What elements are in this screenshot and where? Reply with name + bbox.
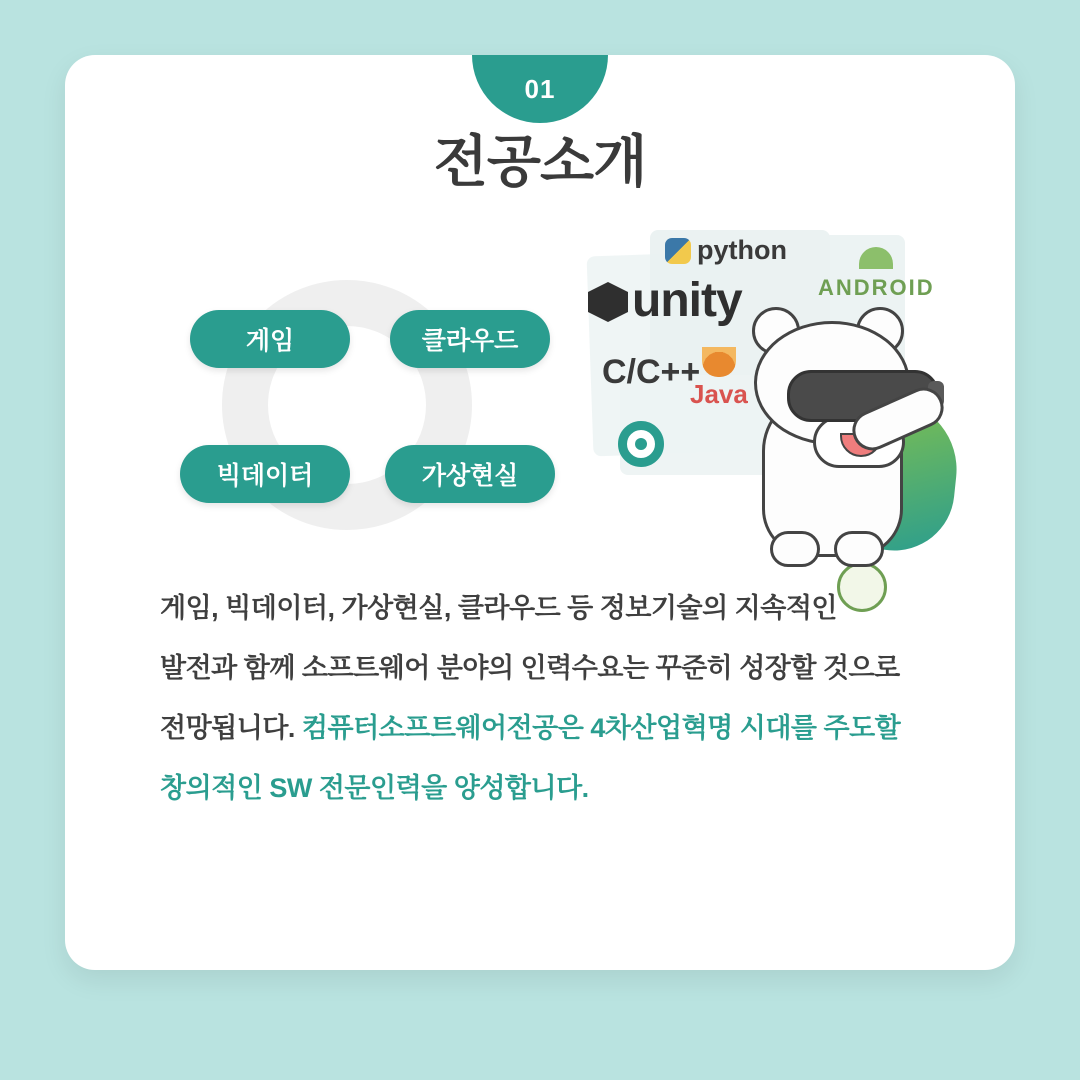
java-label: Java — [690, 379, 748, 409]
android-label: ANDROID — [818, 275, 935, 300]
keyword-pill-vr — [385, 445, 555, 503]
python-logo — [665, 235, 787, 266]
keyword-label: 클라우드 — [421, 327, 519, 355]
android-logo — [818, 247, 935, 301]
body-text-normal: 게임, 빅데이터, 가상현실, 클라우드 등 정보기술의 지속적인 발전과 함께 소프트웨어 분야의 인력수요는 꾸준히 성장할 것으로 전망됩니다. — [160, 593, 900, 743]
body-paragraph — [160, 578, 920, 818]
page-title: 전공소개 — [433, 130, 647, 193]
unity-logo — [588, 273, 742, 328]
keyword-label: 빅데이터 — [216, 462, 314, 490]
keyword-pill-bigdata — [180, 445, 350, 503]
illustration — [580, 225, 960, 565]
python-label: python — [697, 235, 787, 265]
android-icon — [859, 247, 893, 269]
python-icon — [665, 238, 691, 264]
body-text-highlight: 컴퓨터소프트웨어전공은 4차산업혁명 시대를 주도할 창의적인 SW 전문인력을 양성합니다. — [160, 713, 901, 803]
keyword-label: 가상현실 — [421, 462, 519, 490]
unity-icon — [588, 282, 628, 322]
keyword-label: 게임 — [245, 327, 295, 355]
mascot-leg-right — [834, 531, 884, 567]
section-number: 01 — [524, 73, 556, 104]
mascot-leg-left — [770, 531, 820, 567]
keyword-pill-game — [190, 310, 350, 368]
tiger-mascot — [730, 295, 960, 565]
unity-label: unity — [632, 274, 742, 327]
cpp-logo: C/C++ — [602, 353, 701, 391]
gear-icon — [618, 421, 664, 467]
keyword-cluster — [160, 272, 580, 542]
keyword-pill-cloud — [390, 310, 550, 368]
